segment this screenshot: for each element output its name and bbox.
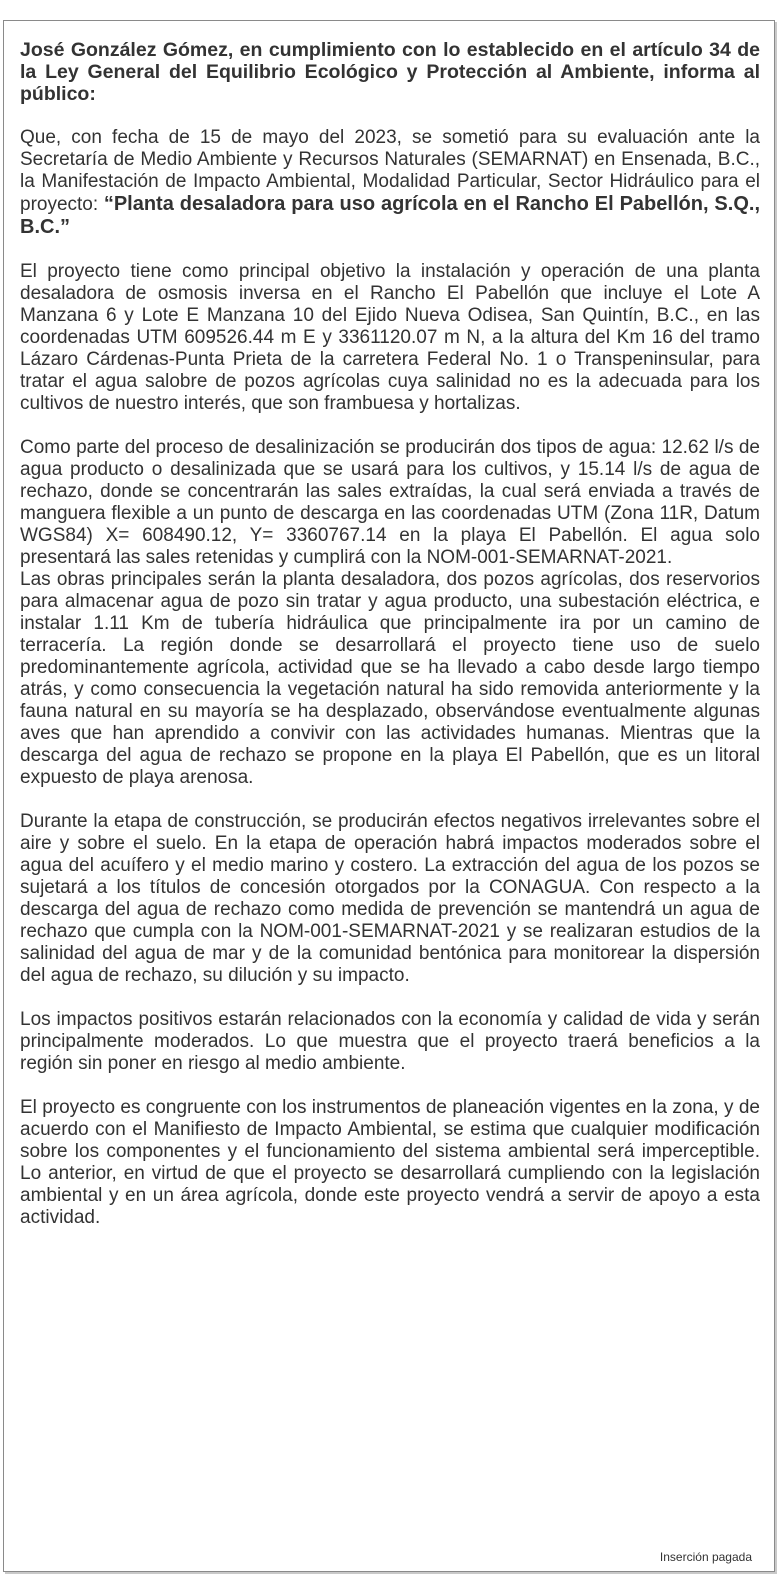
paragraph-objective: El proyecto tiene como principal objetivo la instalación y operación de una planta desaladora de osmosis inversa en el Rancho El Pabellón que incluye el Lote A Manzana 6 y Lote E Manzana 10 del Ejido Nueva Odisea, San Quintín, B.C., en las coordenadas UTM 609526.44 m E y 3361120.07 m N, a la altura del Km 16 del tramo Lázaro Cárdenas-Punta Prieta de la carretera Federal No. 1 o Transpeninsular, para tratar el agua salobre de pozos agrícolas cuya salinidad no es la adecuada para los cultivos de nuestro interés, que son frambuesa y hortalizas. xyxy=(20,261,760,414)
paragraph-gap xyxy=(20,239,760,261)
paragraph-impacts: Durante la etapa de construcción, se producirán efectos negativos irrelevantes sobre el aire y sobre el suelo. En la etapa de operación habrá impactos moderados sobre el agua del acuífero y el medio marino y costero. La extracción del agua de los pozos se sujetará a los títulos de concesión otorgados por la CONAGUA. Con respecto a la descarga del agua de rechazo como medida de prevención se mantendrá un agua de rechazo que cumpla con la NOM-001-SEMARNAT-2021 y se realizaran estudios de la salinidad del agua de mar y de la comunidad bentónica para monitorear la dispersión del agua de rechazo, su dilución y su impacto. xyxy=(20,811,760,986)
project-name: “Planta desaladora para uso agrícola en el Rancho El Pabellón, S.Q., B.C.” xyxy=(20,193,760,238)
paragraph-main-works: Las obras principales serán la planta desaladora, dos pozos agrícolas, dos reservorios para almacenar agua de pozo sin tratar y agua producto, una subestación eléctrica, e instalar 1.11 Km de tubería hidráulica que principalmente ira por un camino de terracería. La región donde se desarrollará el proyecto tiene uso de suelo predominantemente agrícola, actividad que se ha llevado a cabo desde largo tiempo atrás, y como consecuencia la vegetación natural ha sido removida anteriormente y la fauna natural en su mayoría se ha desplazado, observándose eventualmente algunas aves que han aprendido a convivir con las actividades humanas. Mientras que la descarga del agua de rechazo se propone en la playa El Pabellón, que es un litoral expuesto de playa arenosa. xyxy=(20,569,760,788)
paragraph-conclusion: El proyecto es congruente con los instrumentos de planeación vigentes en la zona, y de acuerdo con el Manifiesto de Impacto Ambiental, se estima que cualquier modificación sobre los componentes y el funcionamiento del sistema ambiental será imperceptible. Lo anterior, en virtud de que el proyecto se desarrollará cumpliendo con la legislación ambiental y en un área agrícola, donde este proyecto vendrá a servir de apoyo a esta actividad. xyxy=(20,1097,760,1228)
paid-insertion-note: Inserción pagada xyxy=(659,1550,752,1564)
notice-body xyxy=(20,39,760,1229)
paragraph-positive-impacts: Los impactos positivos estarán relacionados con la economía y calidad de vida y serán principalmente moderados. Lo que muestra que el proyecto traerá beneficios a la región sin poner en riesgo al medio ambiente. xyxy=(20,1009,760,1074)
notice-heading: José González Gómez, en cumplimiento con lo establecido en el artículo 34 de la Ley General del Equilibrio Ecológico y Protección al Ambiente, informa al público: xyxy=(20,39,760,105)
paragraph-gap xyxy=(20,105,760,127)
paragraph-gap xyxy=(20,1075,760,1097)
paragraph-gap xyxy=(20,789,760,811)
submission-text: Que, con fecha de 15 de mayo del 2023, se sometió para su evaluación ante la Secretaría de Medio Ambiente y Recursos Naturales (SEMARNAT) en Ensenada, B.C., la Manifestación de Impacto Ambiental, Modalidad Particular, Sector Hidráulico para el proyecto: xyxy=(20,127,760,215)
public-notice xyxy=(3,20,775,1572)
paragraph-gap xyxy=(20,415,760,437)
paragraph-submission xyxy=(20,127,760,239)
paragraph-gap xyxy=(20,987,760,1009)
paragraph-desalination-process: Como parte del proceso de desalinización se producirán dos tipos de agua: 12.62 l/s de agua producto o desalinizada que se usará para los cultivos, y 15.14 l/s de agua de rechazo, donde se concentrarán las sales extraídas, la cual será enviada a través de manguera flexible a un punto de descarga en las coordenadas UTM (Zona 11R, Datum WGS84) X= 608490.12, Y= 3360767.14 en la playa El Pabellón. El agua solo presentará las sales retenidas y cumplirá con la NOM-001-SEMARNAT-2021. xyxy=(20,437,760,568)
